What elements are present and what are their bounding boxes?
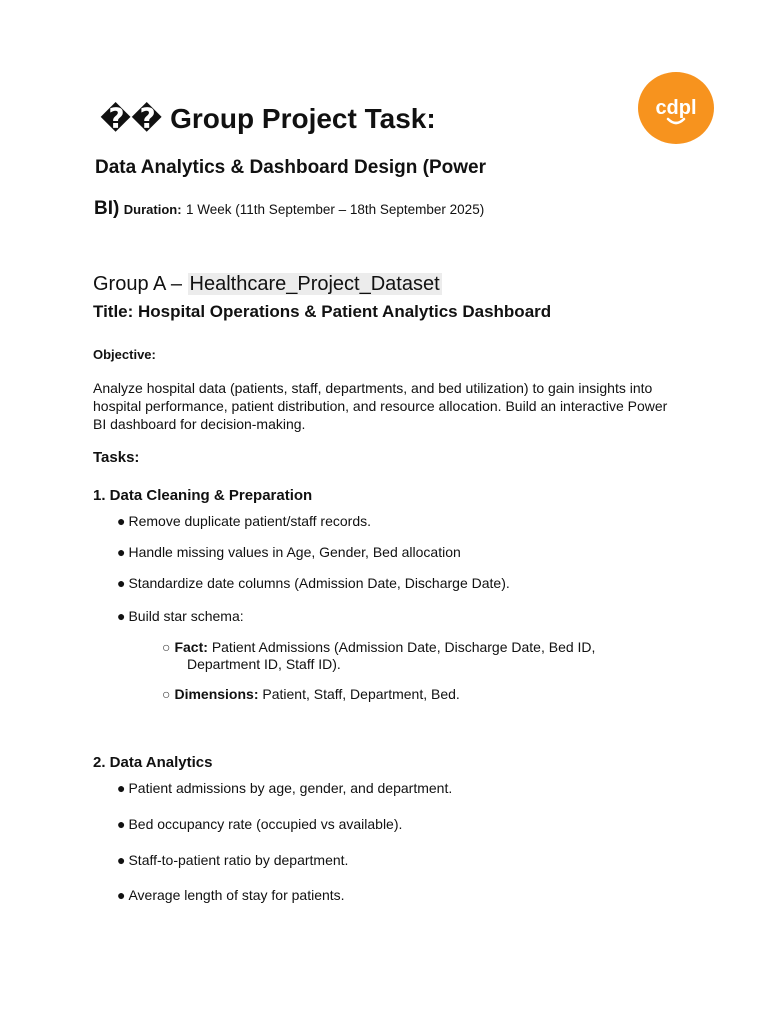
list-item bbox=[117, 886, 345, 904]
objective-text: Analyze hospital data (patients, staff, departments, and bed utilization) to gain insights into hospital performance, patient distribution, and resource allocation. Build an interactive Power BI dashboard for decision-making. bbox=[93, 380, 668, 432]
sub-list-item-dimensions bbox=[162, 685, 460, 703]
subtitle-duration-line bbox=[94, 196, 484, 223]
dimensions-text: Patient, Staff, Department, Bed. bbox=[262, 686, 460, 702]
objective-label: Objective: bbox=[93, 347, 156, 362]
document-title: �� Group Project Task: bbox=[100, 103, 436, 134]
project-title: Title: Hospital Operations & Patient Analytics Dashboard bbox=[93, 302, 552, 321]
cdpl-logo bbox=[638, 72, 714, 144]
list-item-text: Remove duplicate patient/staff records. bbox=[128, 513, 372, 529]
bullet-icon: ● bbox=[117, 852, 126, 868]
section-heading-data-cleaning: 1. Data Cleaning & Preparation bbox=[93, 487, 313, 504]
list-item-text: Staff-to-patient ratio by department. bbox=[128, 852, 349, 868]
fact-text-continuation: Department ID, Staff ID). bbox=[187, 656, 341, 672]
list-item-text: Patient admissions by age, gender, and department. bbox=[128, 780, 453, 796]
tasks-label: Tasks: bbox=[93, 449, 140, 466]
bullet-icon: ● bbox=[117, 816, 126, 832]
group-heading bbox=[93, 270, 442, 298]
bullet-icon: ● bbox=[117, 575, 126, 591]
logo-smile-icon bbox=[668, 119, 684, 123]
sub-list-item-fact bbox=[162, 638, 595, 656]
bullet-icon: ● bbox=[117, 887, 126, 903]
bullet-icon: ● bbox=[117, 544, 126, 560]
section-heading-data-analytics: 2. Data Analytics bbox=[93, 754, 213, 771]
list-item bbox=[117, 512, 371, 530]
bullet-icon: ● bbox=[117, 513, 126, 529]
list-item bbox=[117, 851, 348, 869]
list-item bbox=[117, 815, 402, 833]
list-item-text: Standardize date columns (Admission Date, Discharge Date). bbox=[128, 575, 510, 591]
bullet-icon: ● bbox=[117, 608, 126, 624]
fact-label: Fact: bbox=[174, 639, 208, 655]
fact-text: Patient Admissions (Admission Date, Discharge Date, Bed ID, bbox=[211, 639, 596, 655]
list-item bbox=[117, 574, 510, 592]
subtitle-continuation: BI) bbox=[94, 198, 120, 219]
list-item bbox=[117, 779, 452, 797]
list-item-text: Bed occupancy rate (occupied vs available). bbox=[128, 816, 403, 832]
hollow-bullet-icon: ○ bbox=[162, 639, 171, 655]
list-item bbox=[117, 543, 461, 561]
logo-text: cdpl bbox=[655, 97, 697, 119]
list-item-text: Average length of stay for patients. bbox=[128, 887, 345, 903]
dataset-name: Healthcare_Project_Dataset bbox=[189, 273, 440, 295]
list-item-text: Build star schema: bbox=[128, 608, 244, 624]
duration-label: Duration: bbox=[123, 202, 182, 217]
bullet-icon: ● bbox=[117, 780, 126, 796]
group-prefix: Group A – bbox=[93, 273, 188, 295]
cdpl-logo-mark bbox=[638, 72, 714, 144]
duration-value: 1 Week (11th September – 18th September 2025) bbox=[186, 202, 485, 217]
dimensions-label: Dimensions: bbox=[174, 686, 259, 702]
list-item bbox=[117, 607, 244, 625]
document-subtitle: Data Analytics & Dashboard Design (Power bbox=[95, 157, 487, 178]
list-item-text: Handle missing values in Age, Gender, Bed allocation bbox=[128, 544, 461, 560]
hollow-bullet-icon: ○ bbox=[162, 686, 171, 702]
